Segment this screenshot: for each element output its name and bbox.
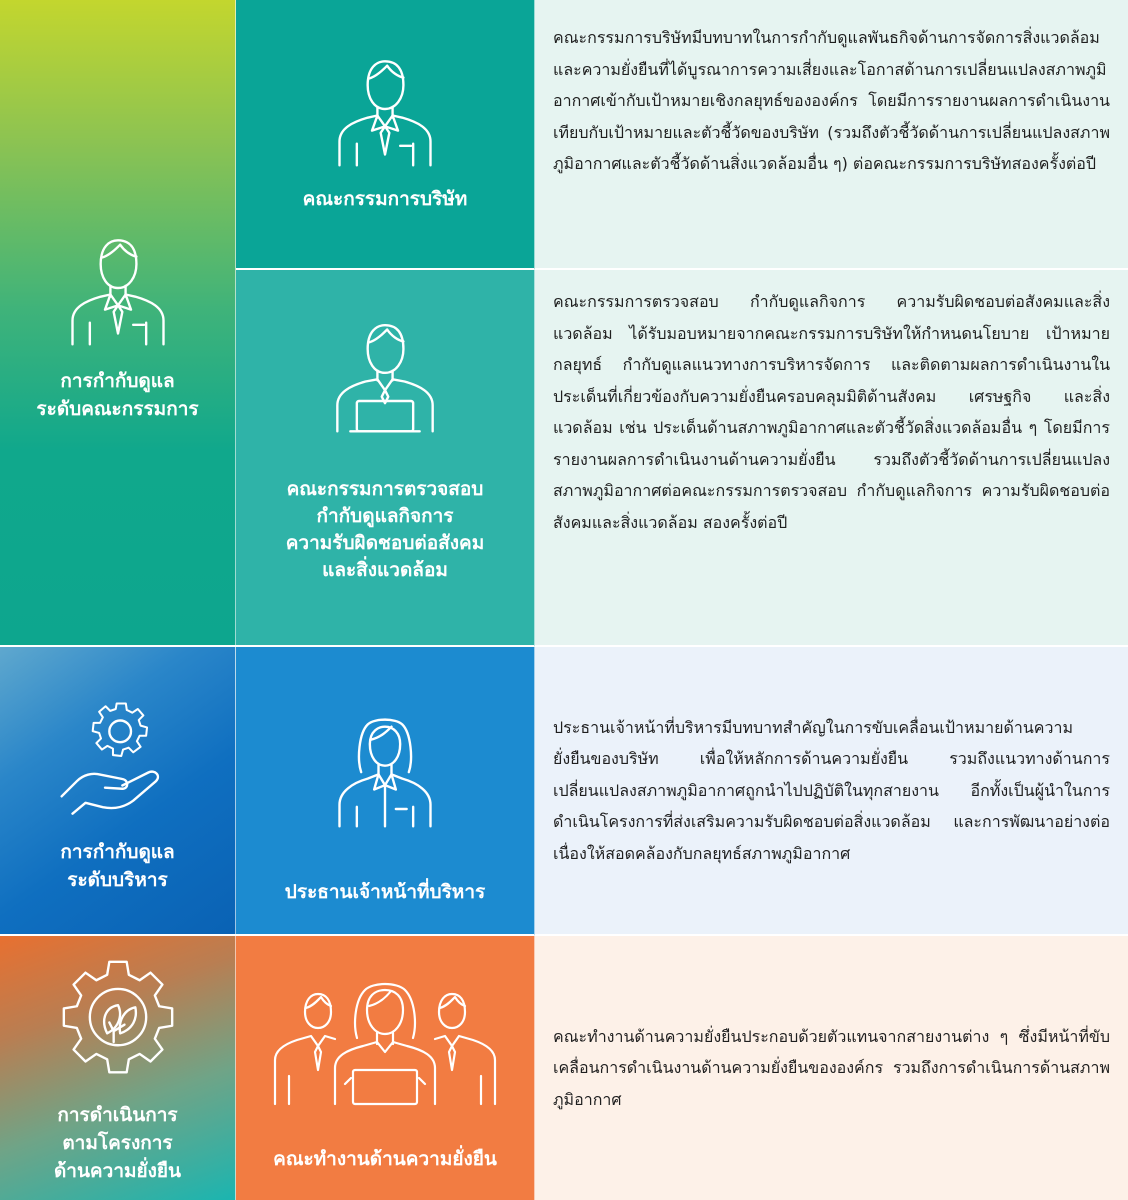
businessman-icon [320,44,450,174]
level-management-label-line2: ระดับบริหาร [67,868,168,891]
level-board-label [36,367,198,423]
level-project-cell [0,936,236,1200]
desc-audit-cell [535,270,1128,647]
desc-audit-text: คณะกรรมการตรวจสอบ กำกับดูแลกิจการ ความรับผิดชอบต่อสังคมและสิ่งแวดล้อม ได้รับมอบหมายจากคณะกรรมการบริษัทให้กำหนดนโยบาย เป้าหมาย กลยุทธ์ กำกับดูแลแนวทางการบริหารจัดการ และติดตามผลการดำเนินงานในประเด็นที่เกี่ยวข้องกับความยั่งยืนครอบคลุมมิติด้านสังคม เศรษฐกิจ และสิ่งแวดล้อม เช่น ประเด็นด้านสภาพภูมิอากาศและตัวชี้วัดสิ่งแวดล้อมอื่น ๆ โดยมีการรายงานผลการดำเนินงานด้านความยั่งยืน รวมถึงตัวชี้วัดด้านการเปลี่ยนแปลงสภาพภูมิอากาศต่อคณะกรรมการตรวจสอบ กำกับดูแลกิจการ ความรับผิดชอบต่อสังคมและสิ่งแวดล้อม สองครั้งต่อปี [553,292,1110,532]
team-icon [265,976,505,1116]
level-project-label-line2: ตามโครงการ [62,1132,173,1154]
role-ceo-cell [236,647,535,936]
level-management-label-line1: การกำกับดูแล [60,840,175,863]
desc-board-text: คณะกรรมการบริษัทมีบทบาทในการกำกับดูแลพันธกิจด้านการจัดการสิ่งแวดล้อมและความยั่งยืนที่ได้บูรณาการความเสี่ยงและโอกาสด้านการเปลี่ยนแปลงสภาพภูมิอากาศเข้ากับเป้าหมายเชิงกลยุทธ์ขององค์กร โดยมีการรายงานผลการดำเนินงานเทียบกับเป้าหมายและตัวชี้วัดของบริษัท (รวมถึงตัวชี้วัดด้านการเปลี่ยนแปลงสภาพภูมิอากาศและตัวชี้วัดด้านสิ่งแวดล้อมอื่น ๆ) ต่อคณะกรรมการบริษัทสองครั้งต่อปี [553,28,1110,173]
desc-ceo-cell [535,647,1128,936]
desc-working-group-cell [535,936,1128,1200]
role-audit-label [286,476,485,584]
role-working-group-label: คณะทำงานด้านความยั่งยืน [273,1148,497,1170]
role-board-cell [236,0,535,270]
role-board-label: คณะกรรมการบริษัท [302,188,468,210]
level-project-label-line3: ด้านความยั่งยืน [53,1160,182,1182]
businessman-icon [53,223,183,353]
desc-board-cell [535,0,1128,270]
role-ceo-label: ประธานเจ้าหน้าที่บริหาร [284,881,486,903]
level-management-cell [0,647,236,936]
level-project-label-line1: การดำเนินการ [57,1104,178,1126]
level-board-label-line1: การกำกับดูแล [60,369,175,392]
role-audit-cell [236,270,535,647]
level-board-cell [0,0,236,647]
role-audit-label-line3: ความรับผิดชอบต่อสังคม [285,532,485,554]
leaf-gear-icon [53,951,183,1081]
role-audit-label-line4: และสิ่งแวดล้อม [322,559,448,581]
level-project-label [54,1101,181,1185]
level-board-label-line2: ระดับคณะกรรมการ [36,397,199,420]
desc-working-group-text: คณะทำงานด้านความยั่งยืนประกอบด้วยตัวแทนจากสายงานต่าง ๆ ซึ่งมีหน้าที่ขับเคลื่อนการดำเนินงานด้านความยั่งยืนขององค์กร รวมถึงการดำเนินการด้านสภาพภูมิอากาศ [553,1026,1110,1109]
gear-hand-icon [53,688,183,818]
businesswoman-icon [320,705,450,835]
role-audit-label-line2: กำกับดูแลกิจการ [316,505,454,527]
desc-ceo-text: ประธานเจ้าหน้าที่บริหารมีบทบาทสำคัญในการขับเคลื่อนเป้าหมายด้านความยั่งยืนของบริษัท เพื่อให้หลักการด้านความยั่งยืน รวมถึงแนวทางด้านการเปลี่ยนแปลงสภาพภูมิอากาศถูกนำไปปฏิบัติในทุกสายงาน อีกทั้งเป็นผู้นำในการดำเนินโครงการที่ส่งเสริมความรับผิดชอบต่อสิ่งแวดล้อม และการพัฒนาอย่างต่อเนื่องให้สอดคล้องกับกลยุทธ์สภาพภูมิอากาศ [553,717,1110,863]
level-management-label [60,838,174,894]
person-laptop-icon [320,310,450,440]
role-working-group-cell [236,936,535,1200]
role-audit-label-line1: คณะกรรมการตรวจสอบ [286,478,484,500]
